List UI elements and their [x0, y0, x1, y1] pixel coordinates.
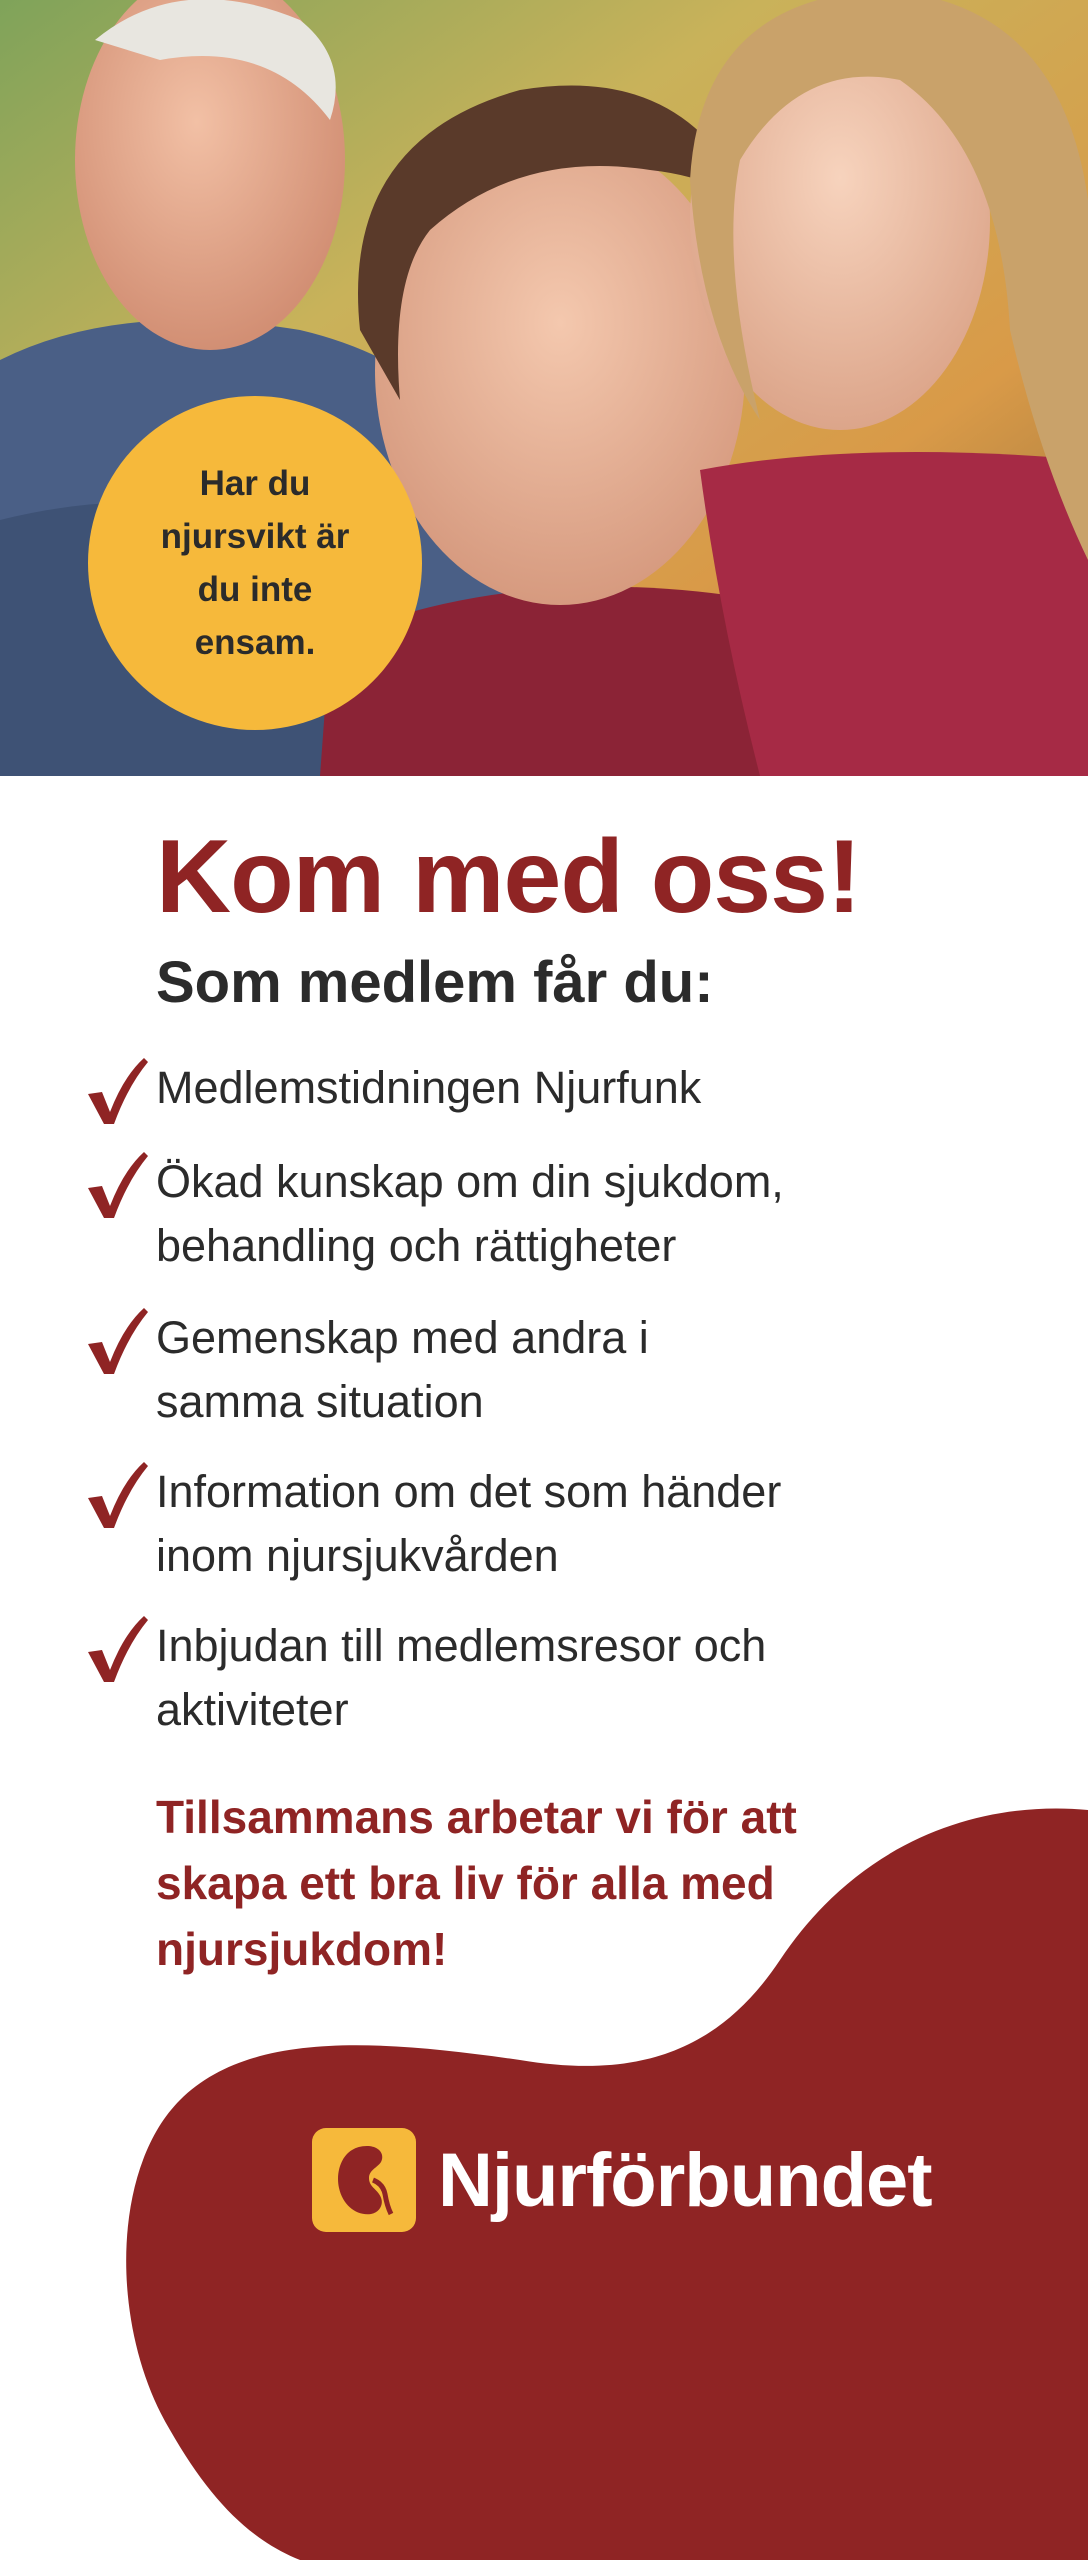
benefit-text: Information om det som händer inom njursjukvården [156, 1466, 782, 1581]
slogan: Tillsammans arbetar vi för att skapa ett bra liv för alla med njursjukdom! [156, 1791, 797, 1975]
benefit-text: Ökad kunskap om din sjukdom, behandling och rättigheter [156, 1156, 784, 1271]
benefit-text: Inbjudan till medlemsresor och aktiviteter [156, 1620, 767, 1735]
kidney-icon [312, 2128, 416, 2232]
headline: Kom med oss! [156, 819, 861, 935]
checkmark-icon [84, 1306, 148, 1376]
checkmark-icon [84, 1150, 148, 1220]
benefit-text: Gemenskap med andra i samma situation [156, 1312, 649, 1427]
benefit-text: Medlemstidningen Njurfunk [156, 1062, 702, 1113]
subheadline: Som medlem får du: [156, 950, 714, 1015]
brand-logo[interactable] [312, 2128, 932, 2232]
brand-name: Njurförbundet [438, 2137, 932, 2223]
checkmark-icon [84, 1056, 148, 1126]
checkmark-icon [84, 1614, 148, 1684]
badge-text: Har du njursvikt är du inte ensam. [160, 464, 350, 662]
checkmark-icon [84, 1460, 148, 1530]
